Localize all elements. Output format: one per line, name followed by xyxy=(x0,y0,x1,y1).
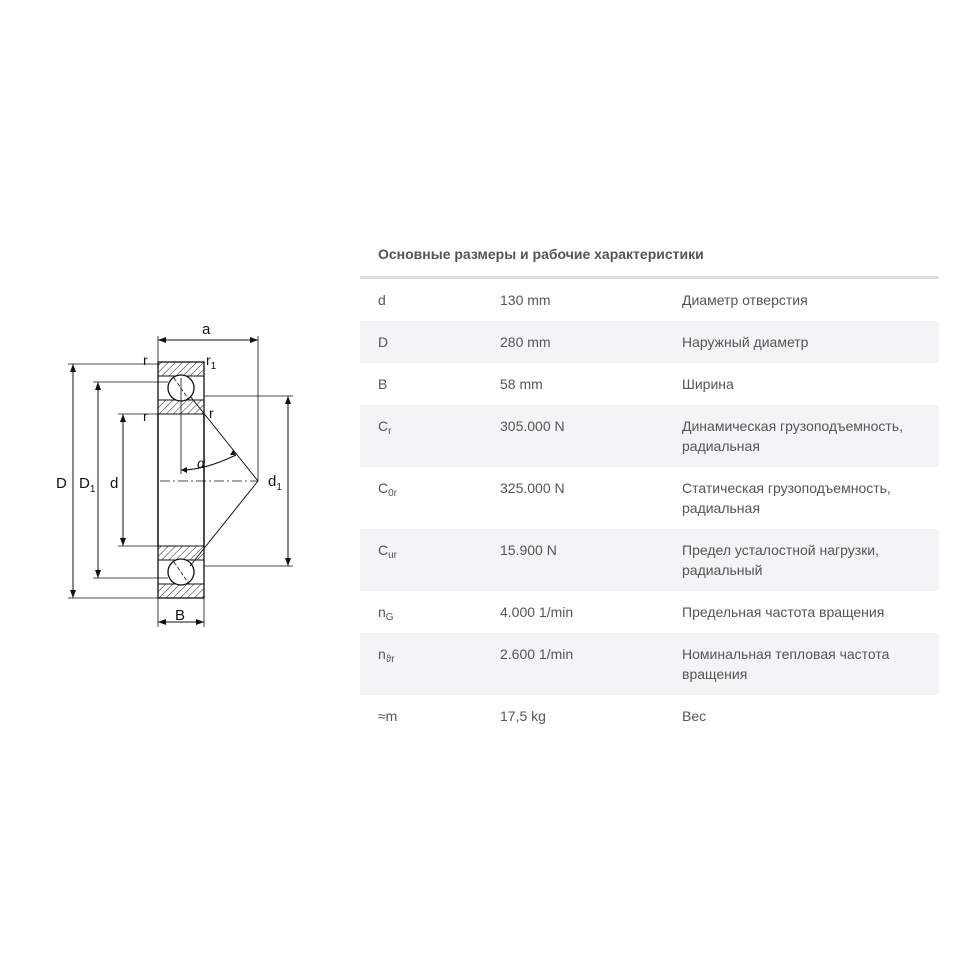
label-D: D xyxy=(56,475,67,492)
label-r1: $r_1$ xyxy=(206,352,217,372)
row-symbol: $C_{ur}$ xyxy=(378,542,398,561)
table-row xyxy=(360,591,939,633)
label-B: B xyxy=(175,607,186,624)
row-symbol: $C_{0r}$ xyxy=(378,480,398,499)
label-alpha: α xyxy=(197,455,205,471)
row-description: Наружный диаметр xyxy=(682,334,809,350)
row-value: 305.000 N xyxy=(500,418,565,434)
table-title: Основные размеры и рабочие характеристики xyxy=(378,246,704,262)
row-description: Динамическая грузоподъемность, радиальная xyxy=(682,418,904,454)
row-value: 325.000 N xyxy=(500,480,565,496)
table-row xyxy=(360,633,939,695)
outer-ring-top xyxy=(158,362,204,376)
row-description: Предельная частота вращения xyxy=(682,604,885,620)
row-description: Номинальная тепловая частота вращения xyxy=(682,646,890,682)
contact-line-bottom xyxy=(190,481,258,566)
table-row xyxy=(360,321,939,363)
table-row xyxy=(360,279,939,321)
label-D1: $D_1$ xyxy=(79,475,96,495)
row-description: Статическая грузоподъемность, радиальная xyxy=(682,480,891,516)
label-r-right: r xyxy=(209,405,214,421)
table-row xyxy=(360,529,939,591)
row-description: Предел усталостной нагрузки, радиальный xyxy=(682,542,880,578)
label-r-inner: r xyxy=(143,408,148,424)
row-symbol: d xyxy=(378,292,386,308)
alpha-arc xyxy=(181,455,236,470)
row-value: 17,5 kg xyxy=(500,708,546,724)
row-symbol: ≈m xyxy=(378,708,398,724)
table-row xyxy=(360,363,939,405)
label-a: a xyxy=(202,321,211,338)
specifications-table xyxy=(360,279,939,737)
label-r-top-left: r xyxy=(143,352,148,368)
label-d1: $d_1$ xyxy=(268,473,282,493)
table-row xyxy=(360,695,939,737)
row-description: Диаметр отверстия xyxy=(682,292,808,308)
label-d: d xyxy=(110,475,119,492)
row-symbol: B xyxy=(378,376,388,392)
row-value: 15.900 N xyxy=(500,542,557,558)
row-value: 130 mm xyxy=(500,292,551,308)
bearing-cross-section-drawing xyxy=(40,320,300,640)
row-value: 4.000 1/min xyxy=(500,604,574,620)
row-description: Ширина xyxy=(682,376,734,392)
row-symbol: $n_{ϑr}$ xyxy=(378,646,395,665)
row-symbol: D xyxy=(378,334,389,350)
row-symbol: $C_r$ xyxy=(378,418,392,437)
table-row xyxy=(360,467,939,529)
row-value: 2.600 1/min xyxy=(500,646,574,662)
outer-ring-bottom xyxy=(158,584,204,598)
row-symbol: $n_G$ xyxy=(378,604,394,623)
row-description: Вес xyxy=(682,708,707,724)
row-value: 280 mm xyxy=(500,334,551,350)
row-value: 58 mm xyxy=(500,376,543,392)
table-row xyxy=(360,405,939,467)
